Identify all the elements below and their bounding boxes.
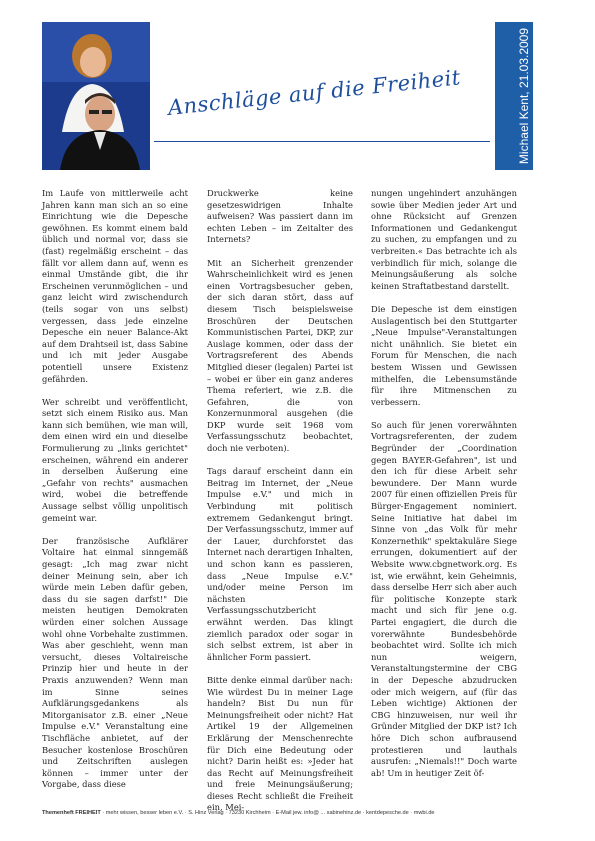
paragraph: Bitte denke einmal darüber nach: Wie würdest Du in meiner Lage handeln? Bist Du nun für Meinungsfreiheit oder nicht? Hat Artikel 19 der Allgemeinen Erklärung der Menschenrechte für Dich eine Bedeutung oder nicht? Darin heißt es: »Jeder hat das Recht auf Meinungsfreiheit und freie Meinungsäußerung; dieses Recht schließt die Freiheit ein, Mei- <box>207 674 353 813</box>
paragraph: Im Laufe von mittlerweile acht Jahren kann man sich an so eine Einrichtung wie die Depesche gewöhnen. Es kommt einem bald üblich und normal vor, dass sie (fast) regelmäßig erscheint – das fällt vor allem dann auf, wenn es einmal Umstände gibt, die ihr Erscheinen verunmöglichen – und ganz leicht wird zwischendurch (teils sogar von uns selbst) vergessen, dass jede einzelne Depesche ein neuer Balance-Akt auf dem Drahtseil ist, dass Sabine und ich mit jeder Ausgabe potentiell unsere Existenz gefährden. <box>42 188 188 384</box>
paragraph: nungen ungehindert anzuhängen sowie über Medien jeder Art und ohne Rücksicht auf Grenzen Informationen und Gedankengut zu suchen, zu empfangen und zu verbreiten.« Das betrachte ich als verbindlich für mich, solange die Meinungsäußerung als solche keinen Straftatbestand darstellt. <box>371 188 517 291</box>
paragraph: So auch für jenen vorerwähnten Vortragsreferenten, der zudem Begründer der „Coordination gegen BAYER-Gefahren", ist und den ich für diese Arbeit sehr bewundere. Der Mann wurde 2007 für einen offiziellen Preis für Bürger-Engagement nominiert. Seine Initiative hat dabei im Sinne von „das Volk für mehr Konzernethik" spektakuläre Siege errungen, dokumentiert auf der Website www.cbgnetwork.org. Es ist, wie erwähnt, kein Geheimnis, dass derselbe Herr sich aber auch für politische Konzepte stark macht und sich für jene o.g. Partei engagiert, die durch die vorerwähnte Bundesbehörde beobachtet wird. Sollte ich mich nun weigern, Veranstaltungstermine der CBG in der Depesche abzudrucken oder mich weigern, auf (für das Leben wichtige) Aktionen der CBG hinzuweisen, nur weil ihr Gründer Mitglied der DKP ist? Ich höre Dich schon aufbrausend protestieren und lauthals ausrufen: „Niemals!!" Doch warte ab! Um in heutiger Zeit öf- <box>371 419 517 778</box>
paragraph: Wer schreibt und veröffentlicht, setzt sich einem Risiko aus. Man kann sich bemühen, wie man will, dem einen wird ein und dieselbe Formulierung zu „links gerichtet" erscheinen, während ein anderer in derselben Äußerung eine „Gefahr von rechts" ausmachen wird, wobei die betreffende Aussage selbst völlig unpolitisch gemeint war. <box>42 396 188 523</box>
footer-brand: Themenheft FREIHEIT <box>42 810 101 816</box>
article-title: Anschläge auf die Freiheit <box>166 65 462 120</box>
text-column-2 <box>207 188 353 826</box>
paragraph: Mit an Sicherheit grenzender Wahrscheinlichkeit wird es jenen einen Vortragsbesucher geben, der sich daran stört, dass auf diesem Tisch beispielsweise Broschüren der Deutschen Kommunistischen Partei, DKP, zur Auslage kommen, oder dass der Vortragsreferent des Abends Mitglied dieser (legalen) Partei ist – wobei er über ein ganz anderes Thema referiert, wie z.B. die Gefahren, die von Konzernunmoral ausgehen (die DKP wurde seit 1968 vom Verfassungsschutz beobachtet, doch nie verboten). <box>207 257 353 454</box>
paragraph: Tags darauf erscheint dann ein Beitrag im Internet, der „Neue Impulse e.V." und mich in Verbindung mit politisch extremem Gedankengut bringt. Der Verfassungsschutz, immer auf der Lauer, durchforstet das Internet nach derartigen Inhalten, und schon kann es passieren, dass „Neue Impulse e.V." und/oder meine Person im nächsten Verfassungsschutzbericht erwähnt werden. Das klingt ziemlich paradox oder sogar in sich selbst extrem, ist aber in ähnlicher Form passiert. <box>207 466 353 662</box>
author-photo <box>42 22 150 170</box>
paragraph: Der französische Aufklärer Voltaire hat einmal sinngemäß gesagt: „Ich mag zwar nicht deiner Meinung sein, aber ich würde mein Leben dafür geben, dass du sie sagen darfst!" Die meisten heutigen Demokraten würden einer solchen Aussage wohl ohne Vorbehalte zustimmen. Was aber geschieht, wenn man versucht, dieses Voltaireische Prinzip hier und heute in der Praxis anzuwenden? Wenn man im Sinne seines Aufklärungsgedankens als Mitorganisator z.B. einer „Neue Impulse e.V." Veranstaltung eine Tischfläche anbietet, auf der Besucher kostenlose Broschüren und Zeitschriften auslegen können – immer unter der Vorgabe, dass diese <box>42 535 188 790</box>
text-column-1 <box>42 188 188 802</box>
footer-info: · mehr wissen, besser leben e.V. · S. Hinz Verlag · 73230 Kirchheim · E-Mail jew. info@ ... sabinehinz.de · kentdepesche.de · mwbi.de <box>100 810 435 816</box>
author-date: Michael Kent, 21.03.2009 <box>517 27 531 165</box>
portrait-illustration <box>42 22 150 170</box>
paragraph: Druckwerke keine gesetzeswidrigen Inhalte aufweisen? Was passiert dann im echten Leben – im Zeitalter des Internets? <box>207 188 353 245</box>
paragraph: Die Depesche ist dem einstigen Auslagentisch bei den Stuttgarter „Neue Impulse"-Veranstaltungen nicht unähnlich. Sie bietet ein Forum für Menschen, die nach bestem Wissen und Gewissen mithelfen, die Lebensumstände für ihre Mitmenschen zu verbessern. <box>371 303 517 407</box>
page-footer <box>42 810 562 816</box>
author-date-banner <box>495 22 533 170</box>
text-column-3 <box>371 188 517 791</box>
title-divider <box>154 141 490 142</box>
